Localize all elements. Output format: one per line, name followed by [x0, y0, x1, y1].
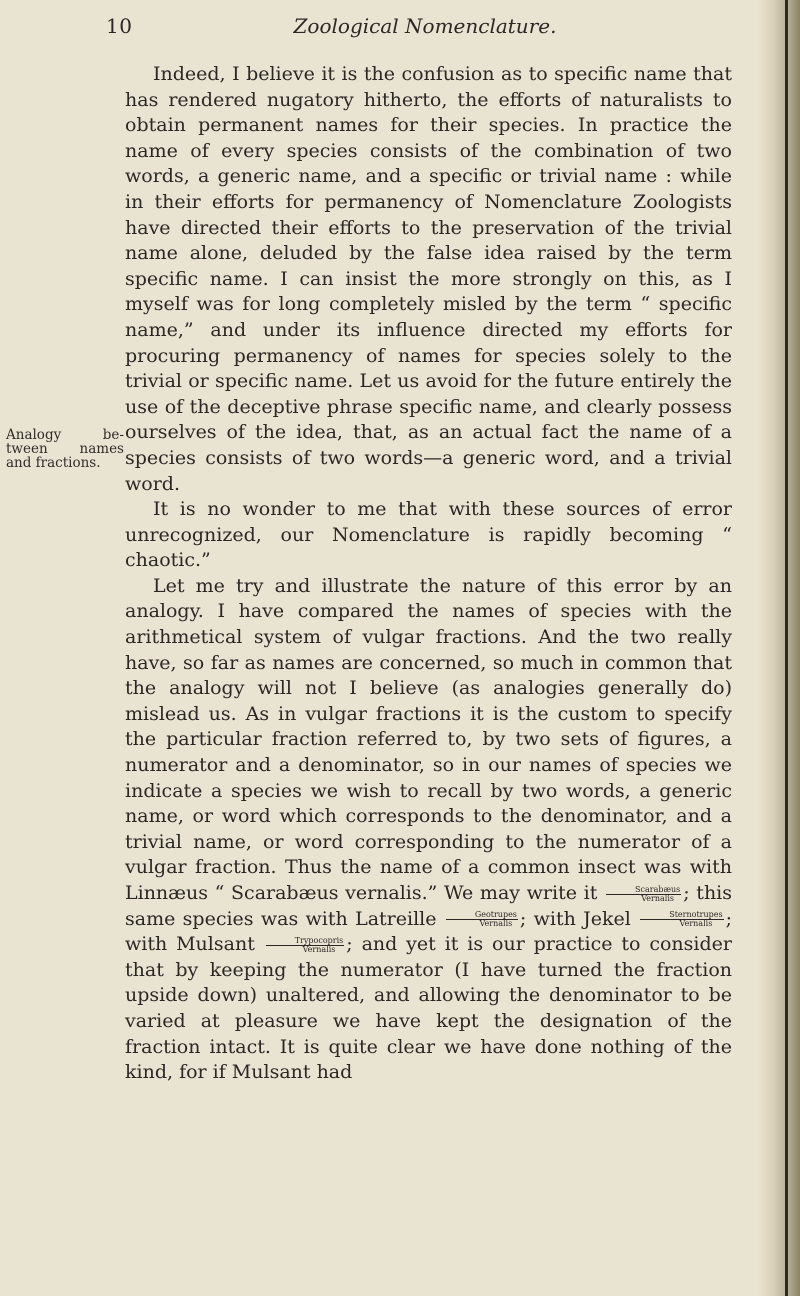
fraction [640, 911, 723, 928]
running-title: Zoological Nomenclature. [293, 14, 557, 38]
margin-note-line: and fractions. [6, 455, 101, 471]
fraction [606, 886, 681, 903]
page-edge-shadow [758, 0, 800, 1296]
fraction-numerator: Geotrupes [446, 911, 518, 920]
fraction-denominator: Vernalis [641, 893, 674, 903]
margin-note [6, 428, 124, 470]
margin-note-line: tween names [6, 441, 124, 457]
margin-note-line: Analogy be- [6, 427, 124, 443]
paragraph: Indeed, I believe it is the confusion as to specific name that has rendered nugatory hitherto, the efforts of naturalists to obtain permanent names for their species. In practice the name of every species consists of the combination of two words, a generic name, and a specific or trivial name : while in their efforts for permanency of Nomenclature Zoologists have directed their efforts to the preservation of the trivial name alone, deluded by the false idea raised by the term specific name. I can insist the more strongly on this, as I myself was for long completely misled by the term “ specific name,” and under its influence directed my efforts for procuring permanency of names for species solely to the trivial or specific name. Let us avoid for the future entirely the use of the deceptive phrase specific name, and clearly possess ourselves of the idea, that, as an actual fact the name of a species consists of two words—a generic word, and a trivial word. [125, 63, 732, 495]
paragraph [125, 574, 732, 1086]
page-edge-line [785, 0, 788, 1296]
page-number: 10 [106, 14, 133, 38]
paragraph-text: Let me try and illustrate the nature of this error by an analogy. I have compared the names of species with the arithmetical system of vulgar fractions. And the two really have, so far as names are concerned, so much in common that the analogy will not I believe (as analogies generally do) mislead us. As in vulgar fractions it is the custom to specify the particular fraction referred to, by two sets of figures, a numerator and a denominator, so in our names of species we indicate a species we wish to recall by two words, a generic name, or word which corresponds to the denominator, and a trivial name, or word corresponding to the numerator of a vulgar fraction. Thus the name of a common insect was with Linnæus “ Scarabæus vernalis.” We may write it [125, 574, 732, 904]
fraction [266, 937, 345, 954]
fraction-denominator: Vernalis [679, 919, 713, 929]
fraction-denominator: Vernalis [479, 919, 513, 929]
fraction [446, 911, 518, 928]
fraction-denominator: Vernalis [302, 944, 336, 954]
paragraph-text: ; and yet it is our practice to consider that by keeping the numerator (I have turned the fraction upside down) unaltered, and allowing the denominator to be varied at pleasure we have kept the designation of the fraction intact. It is quite clear we have done nothing of the kind, for if Mulsant had [125, 933, 732, 1084]
paragraph-text: ; this same species was with Latreille [125, 882, 733, 930]
page-header [0, 14, 800, 44]
paragraph-text: ; with Mulsant [125, 907, 733, 956]
body-text [125, 62, 732, 1086]
fraction-numerator: Scarabæus [606, 886, 681, 895]
paragraph: It is no wonder to me that with these sources of error unrecognized, our Nomenclature is rapidly becoming “ chaotic.” [125, 498, 732, 572]
paragraph-text: ; with Jekel [519, 907, 631, 930]
fraction-numerator: Trypocopris [266, 937, 345, 946]
fraction-numerator: Sternotrupes [640, 911, 723, 920]
